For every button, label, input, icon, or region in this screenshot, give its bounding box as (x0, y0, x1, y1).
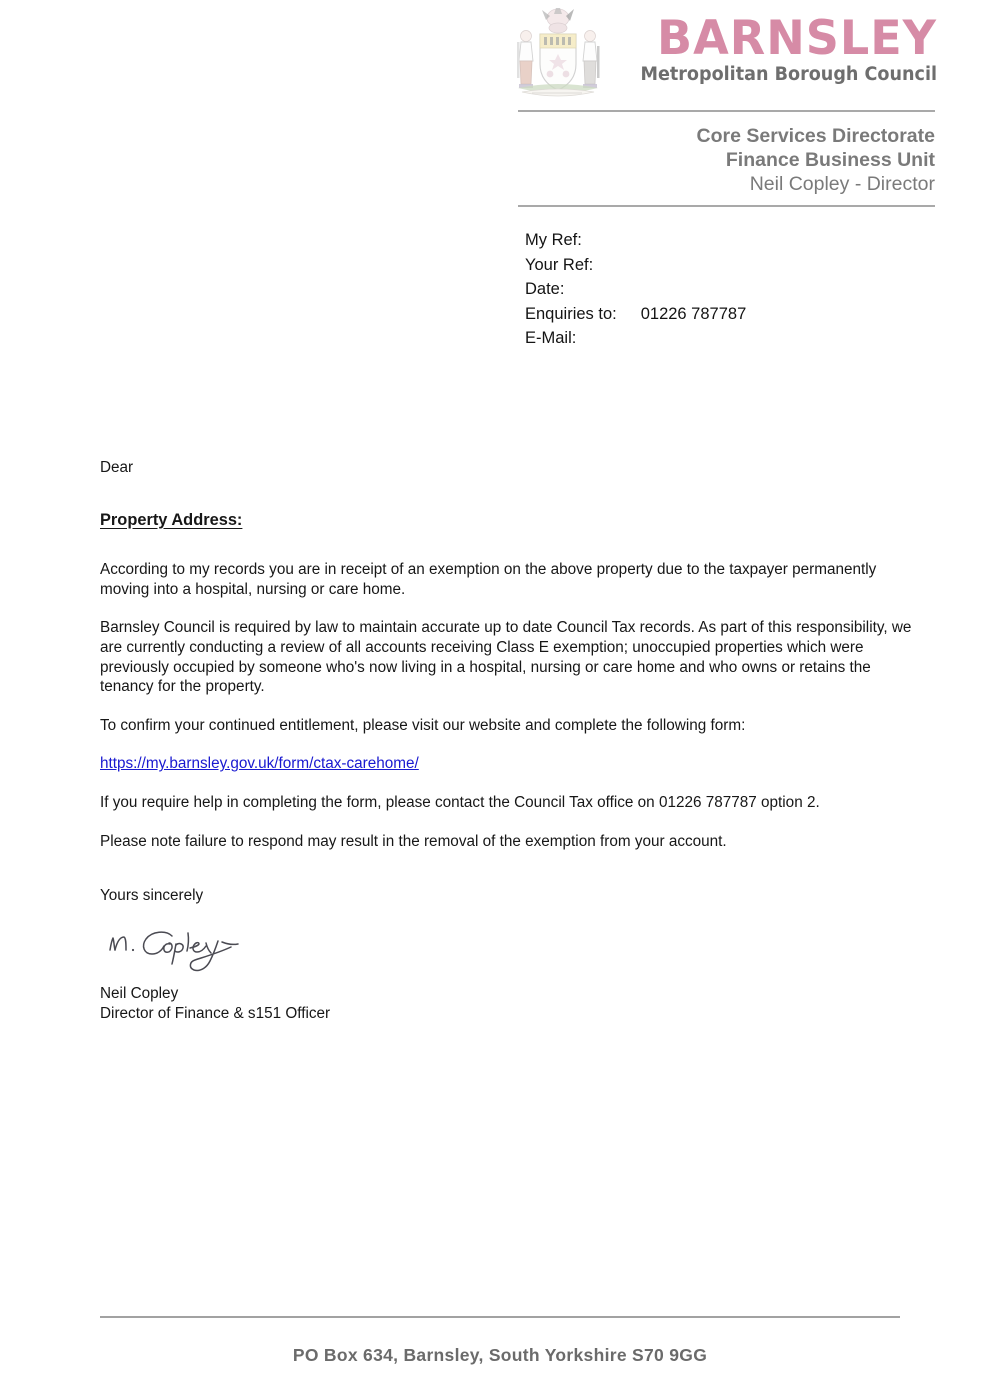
footer-divider (100, 1316, 900, 1318)
form-link-row (100, 754, 920, 774)
header-divider-bottom (518, 205, 935, 207)
footer-address: PO Box 634, Barnsley, South Yorkshire S70 9GG (292, 1345, 708, 1365)
coat-of-arms-icon (512, 6, 604, 102)
directorate-block (495, 124, 935, 196)
closing-line: Yours sincerely (100, 887, 204, 905)
signer-name: Neil Copley (100, 984, 179, 1002)
reference-row (525, 326, 746, 351)
brand-text (610, 6, 937, 86)
paragraph-exemption-notice: According to my records you are in receipt of an exemption on the above property due to the taxpayer permanently moving into a hospital, nursing or care home. (100, 561, 877, 598)
brand-name: BARNSLEY (657, 11, 937, 66)
reference-value: 01226 787787 (640, 304, 747, 323)
letterhead (0, 0, 1000, 360)
reference-label: Date: (525, 280, 565, 299)
signoff-block (100, 984, 920, 1024)
property-address-heading: Property Address: (100, 510, 243, 529)
reference-row (525, 253, 746, 278)
header-divider-top (518, 110, 935, 112)
reference-row (525, 228, 746, 253)
reference-block (525, 228, 746, 351)
letter-body (100, 458, 920, 1024)
reference-label: Enquiries to: (525, 304, 617, 323)
brand-subtitle: Metropolitan Borough Council (640, 64, 937, 86)
paragraph-review-explanation: Barnsley Council is required by law to maintain accurate up to date Council Tax records. As part of this responsibility, we are currently conducting a review of all accounts receiving Class E exemption; unoccupied properties which were previously occupied by someone who's now living in a hospital, nursing or care home and who owns or retains the tenancy for the property. (100, 619, 912, 696)
signature-image (100, 920, 265, 976)
reference-row (525, 302, 746, 327)
reference-label: My Ref: (525, 231, 582, 249)
brand-lockup (512, 6, 937, 104)
signer-title: Director of Finance & s151 Officer (100, 1004, 331, 1022)
directorate-line-2: Finance Business Unit (725, 149, 935, 171)
paragraph-help-contact: If you require help in completing the form, please contact the Council Tax office on 01226 787787 option 2. (100, 793, 820, 811)
reference-row (525, 277, 746, 302)
salutation: Dear (100, 459, 134, 476)
directorate-line-1: Core Services Directorate (696, 125, 935, 147)
paragraph-confirm-entitlement: To confirm your continued entitlement, please visit our website and complete the following form: (100, 716, 746, 734)
ctax-carehome-form-link[interactable]: https://my.barnsley.gov.uk/form/ctax-carehome/ (100, 755, 419, 773)
directorate-line-3: Neil Copley - Director (749, 173, 935, 195)
reference-label: Your Ref: (525, 255, 594, 274)
reference-label: E-Mail: (525, 329, 577, 348)
paragraph-failure-warning: Please note failure to respond may result in the removal of the exemption from your account. (100, 832, 727, 850)
